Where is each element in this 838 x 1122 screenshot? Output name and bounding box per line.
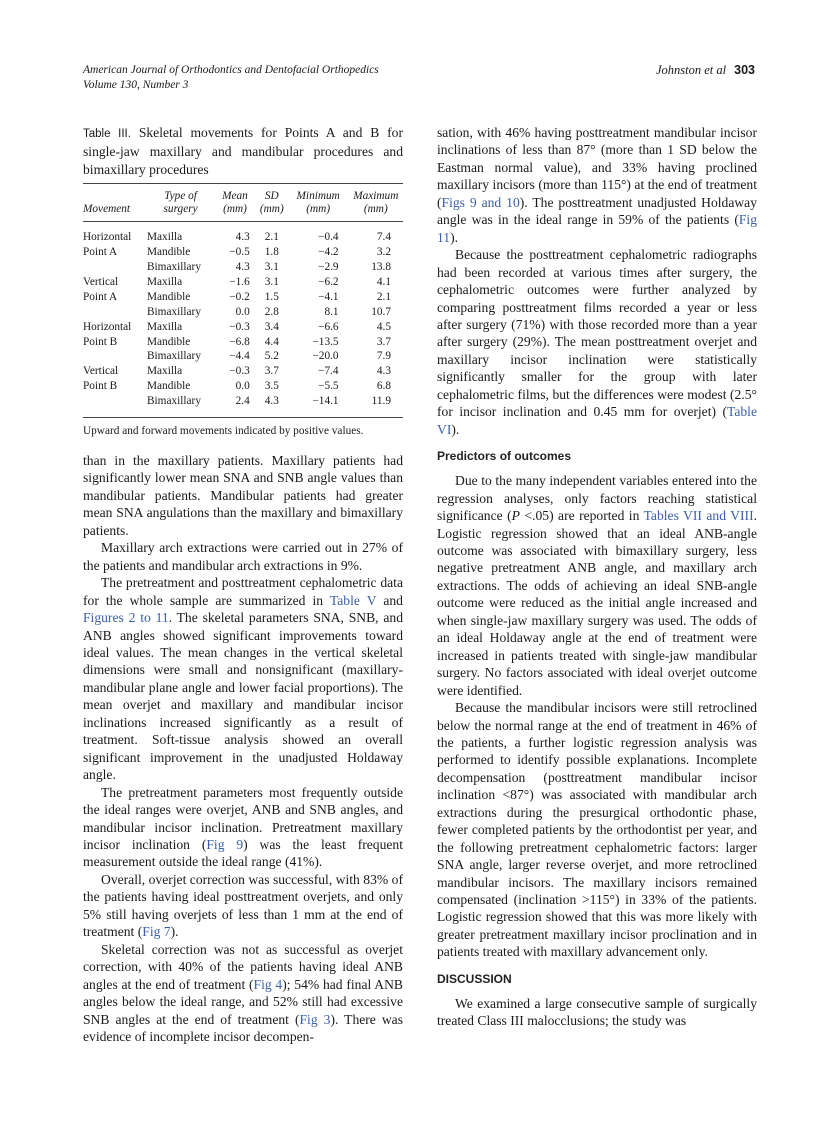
text-run: ). The posttreatment unadjusted Holdaway angle was in the ideal range in 59% of the patients ( — [437, 194, 757, 228]
table-row — [83, 290, 403, 305]
table-cell: 4.3 — [235, 261, 250, 274]
table-cell — [83, 394, 147, 417]
table-label: Table III. — [83, 128, 131, 140]
table-cell: Vertical — [83, 365, 119, 378]
table-cell: 3.1 — [264, 261, 279, 274]
reference-link[interactable]: Fig 3 — [299, 1011, 331, 1027]
table-cell: −0.3 — [229, 320, 250, 333]
paragraph — [437, 699, 757, 961]
text-run: Maxillary arch extractions were carried out in 27% of the patients and mandibular arch extractions in 9%. — [83, 540, 403, 573]
table-cell: 3.1 — [264, 275, 279, 288]
text-run: The pretreatment and posttreatment cephalometric data for the whole sample are summarized in — [83, 575, 403, 608]
journal-volume: Volume 130, Number 3 — [83, 79, 189, 91]
column-header-line: Maximum — [353, 190, 399, 203]
table-cell: 4.3 — [264, 395, 279, 408]
column-header-line: Minimum — [296, 190, 340, 203]
table-title: Skeletal movements for Points A and B for single-jaw maxillary and mandibular procedures and bimaxillary procedures — [83, 125, 404, 177]
column-header-line: Mean — [222, 190, 248, 203]
table-cell: 0.0 — [235, 380, 250, 393]
running-authors: Johnston et al — [656, 63, 727, 77]
table-row — [83, 245, 403, 260]
table-cell: 2.1 — [264, 231, 279, 244]
table-cell: Point A — [83, 246, 118, 259]
text-run: ). — [450, 229, 459, 245]
text-run: Because the mandibular incisors were still retroclined below the normal range at the end of treatment in 46% of the patients, a further logistic regression analysis was performed to identify possible explanations. Incomplete decompensation (posttreatment mandibular incisor inclination <87°) was associated with mandibular arch extractions during the presurgical orthodontic phase, fewer completed patients by the orthodontist per year, and the following pretreatment cephalometric factors: larger SNA angle, larger reverse overjet, and more retroclined mandibular incisors. The maxillary incisors remained compensated (inclination >115°) in 33% of the patients. Logistic regression showed that this was more likely with greater pretreatment maxillary incisor proclination and in patients treated with maxillary advancement only. — [437, 700, 757, 960]
table-footnote: Upward and forward movements indicated by positive values. — [83, 425, 364, 438]
text-run: <.05) are reported in — [519, 508, 644, 524]
text-run: We examined a large consecutive sample of surgically treated Class III malocclusions; the study was — [437, 995, 757, 1029]
page-number: 303 — [734, 63, 755, 77]
table-block — [83, 124, 403, 441]
table-cell: Bimaxillary — [147, 350, 201, 363]
text-run: . The skeletal parameters SNA, SNB, and ANB angles showed significant improvements toward ideal values. The mean changes in the vertical skeletal dimensions were small and nonsignificant (maxillary-mandibular plane angle and lower facial proportions). The mean overjet and maxillary and mandibular incisor inclinations increased significantly as a result of treatment. Soft-tissue analysis showed an overall significant improvement in the unadjusted Holdaway angle. — [83, 610, 404, 783]
table-cell: Point B — [83, 335, 118, 348]
column-header-line: Type of — [164, 190, 197, 203]
table-cell: Mandible — [147, 380, 191, 393]
table-cell: Maxilla — [147, 231, 183, 244]
column-header-line: (mm) — [223, 203, 247, 216]
paragraph — [437, 124, 757, 246]
paragraph — [83, 539, 403, 574]
column-header — [288, 184, 349, 222]
text-run: Because the posttreatment cephalometric radiographs had been recorded at various times after surgery, the cephalometric outcomes were further analyzed by comparing posttreatment films recorded a year or less after surgery (71%) with those recorded more than a year after surgery (29%). The mean posttreatment overjet and maxillary incisor inclination were statistically significantly smaller for the group with later cephalometric films, but the differences were modest (2.5° for incisor inclination and 0.45 mm for overjet) ( — [437, 247, 757, 420]
reference-link[interactable]: Figs 9 and 10 — [441, 194, 520, 210]
table-cell: −6.2 — [318, 275, 339, 288]
column-header — [349, 184, 403, 222]
text-run: than in the maxillary patients. Maxillary patients had significantly lower mean SNA and SNB angle values than mandibular patients. Mandibular patients had greater mean SNA angulations than the maxillary and bimaxillary patients. — [83, 453, 403, 538]
table-cell: 10.7 — [371, 305, 391, 318]
table-cell: Horizontal — [83, 320, 132, 333]
table-cell: 3.7 — [376, 335, 391, 348]
right-text-column — [437, 124, 757, 1030]
table-cell: −7.4 — [318, 365, 339, 378]
table-cell: −13.5 — [312, 335, 339, 348]
reference-link[interactable]: Fig 4 — [253, 976, 283, 992]
text-run: sation, with 46% having posttreatment mandibular incisor inclinations of less than 87° (more than 1 SD below the Eastman normal value), and 33% having proclined maxillary incisors (more than 115°) at the end of treatment ( — [437, 125, 757, 210]
table-cell: −4.2 — [318, 246, 339, 259]
table-cell: Bimaxillary — [147, 395, 201, 408]
column-header — [214, 184, 256, 222]
reference-link[interactable]: Fig 7 — [142, 924, 171, 940]
column-header-line: (mm) — [259, 203, 284, 216]
table-row — [83, 394, 403, 417]
paragraph — [83, 784, 403, 871]
table-cell: 3.2 — [376, 246, 391, 259]
table-cell: −6.8 — [229, 335, 250, 348]
table-cell: −4.1 — [318, 290, 339, 303]
column-header — [256, 184, 288, 222]
paragraph — [83, 574, 403, 783]
section-heading: DISCUSSION — [437, 971, 512, 986]
table-cell: 5.2 — [264, 350, 279, 363]
table-cell: −6.6 — [318, 320, 339, 333]
table-cell: 4.1 — [376, 275, 391, 288]
column-header-line: SD — [264, 190, 279, 203]
text-run: and — [376, 592, 403, 608]
table-row — [83, 335, 403, 350]
running-header-right — [656, 63, 755, 78]
table-cell: Horizontal — [83, 231, 132, 244]
table-row — [83, 260, 403, 275]
table-cell: Maxilla — [147, 320, 183, 333]
table-cell: Mandible — [147, 246, 191, 259]
text-run: Overall, overjet correction was successful, with 83% of the patients having ideal posttreatment overjets, and only 5% still having overjets of less than 1 mm at the end of treatment ( — [83, 871, 403, 940]
table-cell: −0.5 — [229, 246, 250, 259]
table-cell: −0.4 — [318, 231, 339, 244]
table-cell: 4.3 — [235, 231, 250, 244]
table-cell: 13.8 — [371, 261, 391, 274]
column-header — [147, 184, 214, 222]
table-cell: Maxilla — [147, 365, 183, 378]
reference-link[interactable]: Fig 11 — [437, 212, 757, 245]
text-run: ); 54% had final ANB angles below the ideal range, and 52% still had excessive SNB angles at the end of treatment ( — [83, 976, 403, 1027]
table-cell: 8.1 — [324, 305, 339, 318]
reference-link[interactable]: Figures 2 to 11 — [83, 610, 169, 626]
reference-link[interactable]: Fig 9 — [206, 836, 244, 852]
journal-title: American Journal of Orthodontics and Dentofacial Orthopedics — [83, 64, 379, 76]
table-cell: 0.0 — [235, 305, 250, 318]
skeletal-movements-table — [83, 183, 403, 418]
table-cell — [83, 260, 147, 275]
text-run: ). — [170, 924, 179, 940]
reference-link[interactable]: Table VI — [437, 404, 757, 437]
table-cell — [83, 305, 147, 320]
table-cell: Bimaxillary — [147, 305, 201, 318]
text-run: ) was the least frequent measurement outside the ideal range (41%). — [83, 836, 403, 870]
table-cell: 6.8 — [376, 380, 391, 393]
text-run: . Logistic regression showed that an ideal ANB-angle outcome was associated with bimaxillary surgery, less negative pretreatment ANB angle, and maxillary arch extractions. The odds of achieving an ideal SNB-angle outcome were reduced as the initial angle increased and when single-jaw maxillary surgery was used. The odds of an ideal Holdaway angle at the end of treatment were increased in patients treated with single-jaw mandibular surgery. No factors associated with ideal overjet outcome were identified. — [437, 508, 757, 698]
table-cell: 4.5 — [376, 320, 391, 333]
table-cell: −5.5 — [318, 380, 339, 393]
paragraph — [437, 995, 757, 1030]
paragraph — [83, 941, 403, 1046]
table-row — [83, 222, 403, 245]
paragraph — [83, 452, 403, 539]
table-cell: 2.1 — [376, 290, 391, 303]
table-cell: 3.7 — [264, 365, 279, 378]
column-header-line: surgery — [163, 203, 198, 216]
table-cell: 7.4 — [376, 231, 391, 244]
left-text-column — [83, 452, 403, 1045]
table-row — [83, 275, 403, 290]
table-cell: Maxilla — [147, 275, 183, 288]
column-header — [83, 184, 147, 222]
table-cell: −1.6 — [229, 275, 250, 288]
column-header-line: Movement — [83, 203, 131, 216]
text-run: P — [511, 508, 520, 524]
table-cell: −0.2 — [229, 290, 250, 303]
table-cell: Bimaxillary — [147, 261, 201, 274]
table-row — [83, 305, 403, 320]
table-cell: 2.4 — [235, 395, 250, 408]
text-run: The pretreatment parameters most frequently outside the ideal ranges were overjet, ANB and SNB angles, and mandibular incisor inclination. Pretreatment maxillary incisor inclination ( — [83, 784, 403, 852]
table-cell: −14.1 — [312, 395, 339, 408]
section-heading: Predictors of outcomes — [437, 449, 572, 464]
table-cell: 11.9 — [371, 395, 391, 408]
paragraph — [83, 871, 403, 941]
table-cell: Vertical — [83, 275, 119, 288]
table-cell: −2.9 — [318, 261, 339, 274]
table-cell: 2.8 — [264, 305, 279, 318]
table-cell: −0.3 — [229, 365, 250, 378]
table-cell: −4.4 — [229, 350, 250, 363]
table-row — [83, 320, 403, 335]
table-cell: 3.5 — [264, 380, 279, 393]
column-header-line: (mm) — [363, 203, 388, 216]
table-cell: 1.8 — [264, 246, 279, 259]
table-cell: 1.5 — [264, 290, 279, 303]
table-row — [83, 379, 403, 394]
table-row — [83, 349, 403, 364]
table-cell — [83, 349, 147, 364]
reference-link[interactable]: Tables VII and VIII — [643, 508, 754, 524]
table-cell: Mandible — [147, 335, 191, 348]
table-cell: 4.4 — [264, 335, 279, 348]
table-cell: 7.9 — [376, 350, 391, 363]
text-run: ). — [451, 421, 460, 437]
reference-link[interactable]: Table V — [329, 592, 377, 608]
table-caption — [83, 124, 403, 178]
text-run: Due to the many independent variables entered into the regression analyses, only factors reaching statistical significance ( — [437, 473, 757, 524]
column-header-line: (mm) — [306, 203, 331, 216]
table-row — [83, 364, 403, 379]
paragraph — [437, 246, 757, 438]
table-cell: 3.4 — [264, 320, 279, 333]
running-header-journal — [83, 63, 379, 93]
table-cell: 4.3 — [376, 365, 391, 378]
table-cell: Point A — [83, 290, 118, 303]
table-cell: Mandible — [147, 290, 191, 303]
table-cell: Point B — [83, 380, 118, 393]
text-run: ). There was evidence of incomplete incisor decompen- — [83, 1011, 403, 1044]
text-run: Skeletal correction was not as successful as overjet correction, with 40% of the patients having ideal ANB angles at the end of treatment ( — [83, 941, 403, 992]
paragraph — [437, 472, 757, 699]
table-cell: −20.0 — [312, 350, 339, 363]
